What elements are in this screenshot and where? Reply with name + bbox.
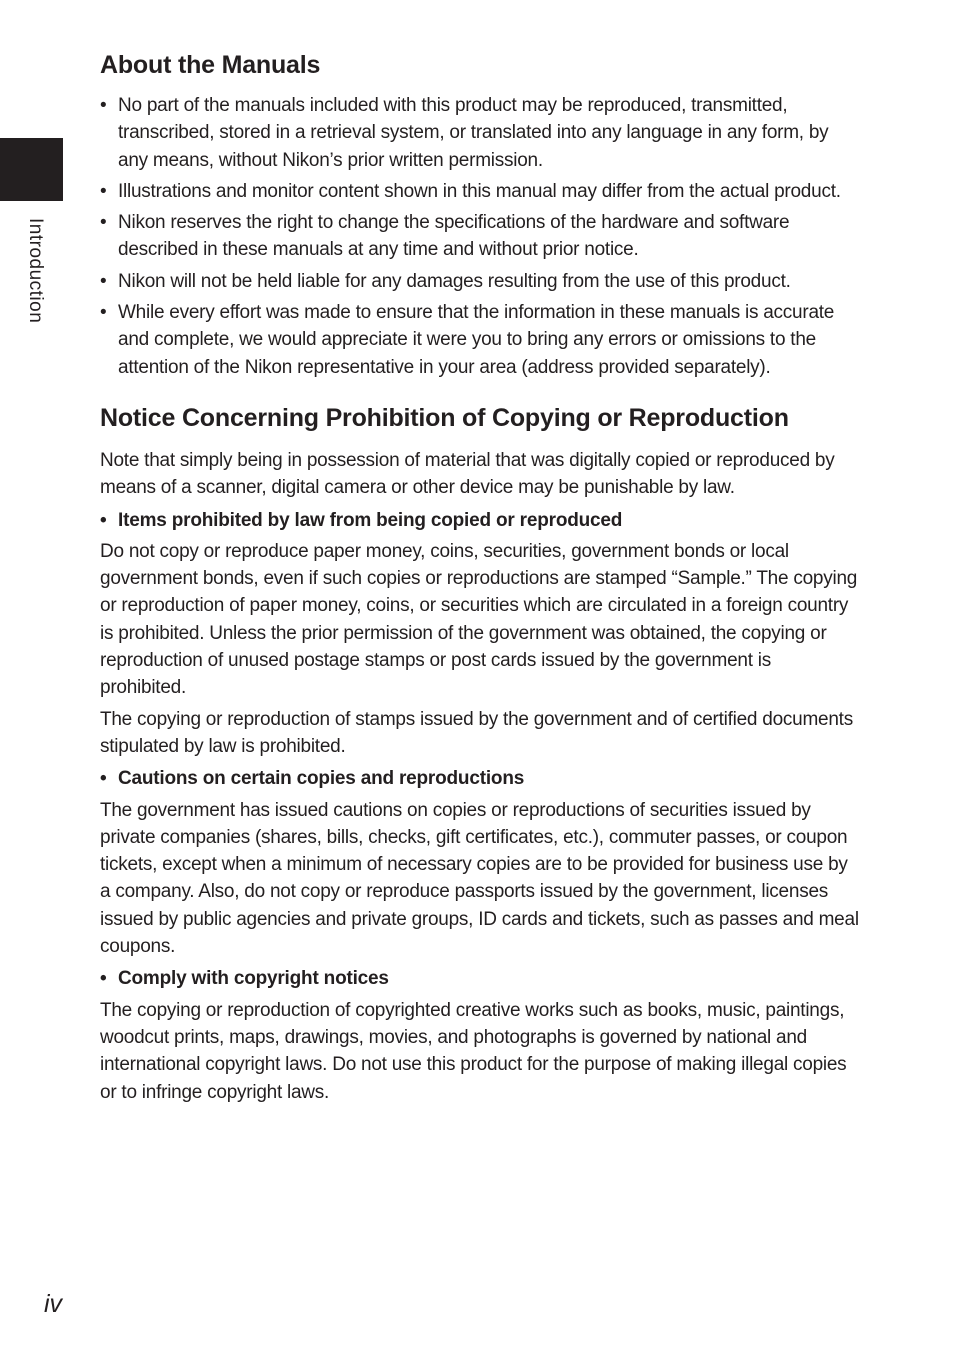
notice-intro-paragraph: Note that simply being in possession of material that was digitally copied or reproduced by means of a scanner, digital camera or other device may be punishable by law. xyxy=(100,449,835,499)
subheading-prohibited-items: • Items prohibited by law from being copied or reproduced xyxy=(100,507,860,534)
page-number: iv xyxy=(44,1290,63,1318)
chapter-label: Introduction xyxy=(25,218,46,324)
section-title-about-manuals: About the Manuals xyxy=(100,51,321,79)
list-item: • Illustrations and monitor content shown in this manual may differ from the actual product. xyxy=(100,178,860,205)
paragraph: The copying or reproduction of copyrighted creative works such as books, music, paintings, woodcut prints, maps, drawings, movies, and photographs is governed by national and international copyright laws. Do not use this product for the purpose of making illegal copies or to infringe copyright laws. xyxy=(100,999,847,1103)
page-content xyxy=(100,48,860,1106)
chapter-tab-marker xyxy=(0,138,63,201)
list-item: • Nikon reserves the right to change the specifications of the hardware and software described in these manuals at any time and without prior notice. xyxy=(100,209,860,264)
list-item: • Nikon will not be held liable for any damages resulting from the use of this product. xyxy=(100,268,860,295)
subheading-cautions: • Cautions on certain copies and reproductions xyxy=(100,765,860,792)
section-title-notice-copying: Notice Concerning Prohibition of Copying or Reproduction xyxy=(100,403,789,432)
paragraph: The copying or reproduction of stamps issued by the government and of certified documents stipulated by law is prohibited. xyxy=(100,708,853,757)
paragraph: The government has issued cautions on copies or reproductions of securities issued by private companies (shares, bills, checks, gift certificates, etc.), commuter passes, or coupon tickets, except when a minimum of necessary copies are to be provided for business use by a company. Also, do not copy or reproduce passports issued by the government, licenses issued by public agencies and private groups, ID cards and tickets, such as passes and meal coupons. xyxy=(100,799,859,958)
paragraph: Do not copy or reproduce paper money, coins, securities, government bonds or local government bonds, even if such copies or reproductions are stamped “Sample.” The copying or reproduction of paper money, coins, or securities which are circulated in a foreign country is prohibited. Unless the prior permission of the government was obtained, the copying or reproduction of unused postage stamps or post cards issued by the government is prohibited. xyxy=(100,540,858,699)
list-item: • While every effort was made to ensure that the information in these manuals is accurate and complete, we would appreciate it were you to bring any errors or omissions to the attention of the Nikon representative in your area (address provided separately). xyxy=(100,299,860,381)
about-manuals-list xyxy=(100,92,860,381)
subheading-copyright: • Comply with copyright notices xyxy=(100,965,860,992)
list-item: • No part of the manuals included with this product may be reproduced, transmitted, transcribed, stored in a retrieval system, or translated into any language in any form, by any means, without Nikon’s prior written permission. xyxy=(100,92,860,174)
